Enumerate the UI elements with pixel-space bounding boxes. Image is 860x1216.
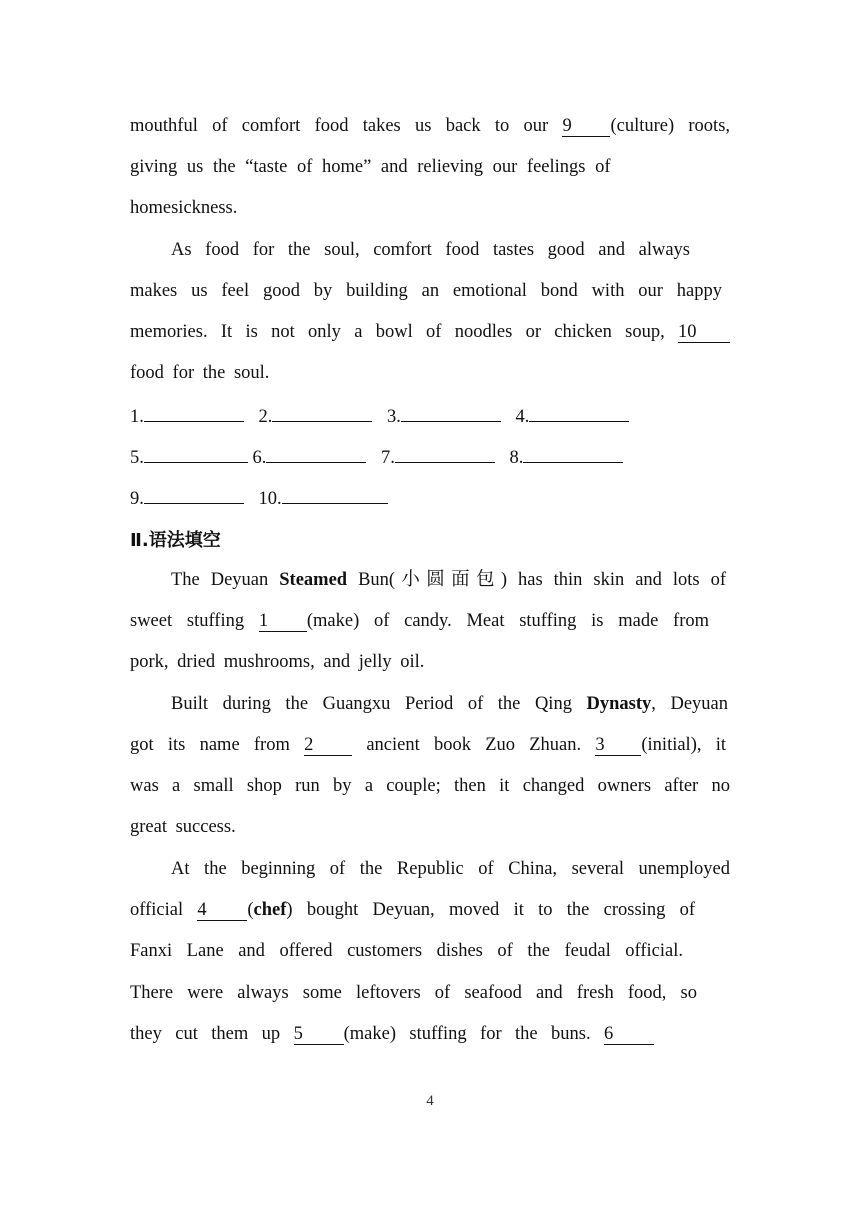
- text-line: Built during the Guangxu Period of the Qing Dynasty, Deyuan: [171, 694, 728, 714]
- text-line: Fanxi Lane and offered customers dishes of the feudal official.: [130, 941, 683, 961]
- text-line: makes us feel good by building an emotional bond with our happy: [130, 281, 722, 301]
- answer-slot: 6.: [253, 444, 367, 470]
- section-title: Ⅱ.语法填空: [130, 530, 221, 551]
- text-line: great success.: [130, 817, 236, 837]
- text-line: food for the soul.: [130, 363, 270, 383]
- blank-5: 5: [294, 1024, 344, 1045]
- text-line: they cut them up 5 (make) stuffing for the buns. 6: [130, 1022, 654, 1046]
- text-line: sweet stuffing 1 (make) of candy. Meat stuffing is made from: [130, 611, 710, 631]
- text-line: The Deyuan Steamed Bun(小圆面包) has thin skin and lots of: [171, 570, 727, 590]
- answer-line: [130, 485, 398, 509]
- page-number: 4: [426, 1093, 434, 1109]
- answer-slot: 10.: [259, 485, 388, 511]
- answer-line: [130, 403, 639, 427]
- answer-slot: 7.: [381, 444, 495, 470]
- text-line: [130, 320, 730, 344]
- answer-slot: 4.: [516, 403, 630, 429]
- text-line: pork, dried mushrooms, and jelly oil.: [130, 652, 425, 672]
- text-span: (culture) roots,: [610, 116, 731, 136]
- text-line: giving us the “taste of home” and relieving our feelings of: [130, 157, 611, 177]
- answer-slot: 5.: [130, 444, 248, 470]
- text-line: homesickness.: [130, 198, 238, 218]
- bold-word: chef: [253, 900, 287, 920]
- blank-10: 10: [678, 322, 730, 343]
- answer-slot: 9.: [130, 485, 244, 511]
- bold-word: Dynasty: [586, 694, 652, 714]
- blank-4: 4: [197, 900, 247, 921]
- blank-1: 1: [259, 611, 307, 632]
- answer-line: [130, 444, 633, 468]
- text-span: mouthful of comfort food takes us back to our: [130, 116, 549, 136]
- blank-3: 3: [595, 735, 641, 756]
- text-line: got its name from 2 ancient book Zuo Zhuan. 3 (initial), it: [130, 735, 726, 755]
- text-line: There were always some leftovers of seafood and fresh food, so: [130, 983, 697, 1003]
- bold-word: Steamed: [279, 570, 348, 590]
- answer-slot: 3.: [387, 403, 501, 429]
- answer-slot: 8.: [510, 444, 624, 470]
- blank-6: 6: [604, 1024, 654, 1045]
- text-line: At the beginning of the Republic of China, several unemployed: [171, 859, 730, 879]
- blank-2: 2: [304, 735, 352, 756]
- answer-slot: 1.: [130, 403, 244, 429]
- text-line: was a small shop run by a couple; then it changed owners after no: [130, 776, 730, 796]
- answer-slot: 2.: [259, 403, 373, 429]
- text-span: memories. It is not only a bowl of noodles or chicken soup,: [130, 322, 665, 342]
- text-line: official 4 (chef) bought Deyuan, moved it to the crossing of: [130, 900, 696, 920]
- text-line: [130, 114, 730, 138]
- text-line: As food for the soul, comfort food tastes good and always: [171, 240, 690, 260]
- blank-9: 9: [562, 116, 610, 137]
